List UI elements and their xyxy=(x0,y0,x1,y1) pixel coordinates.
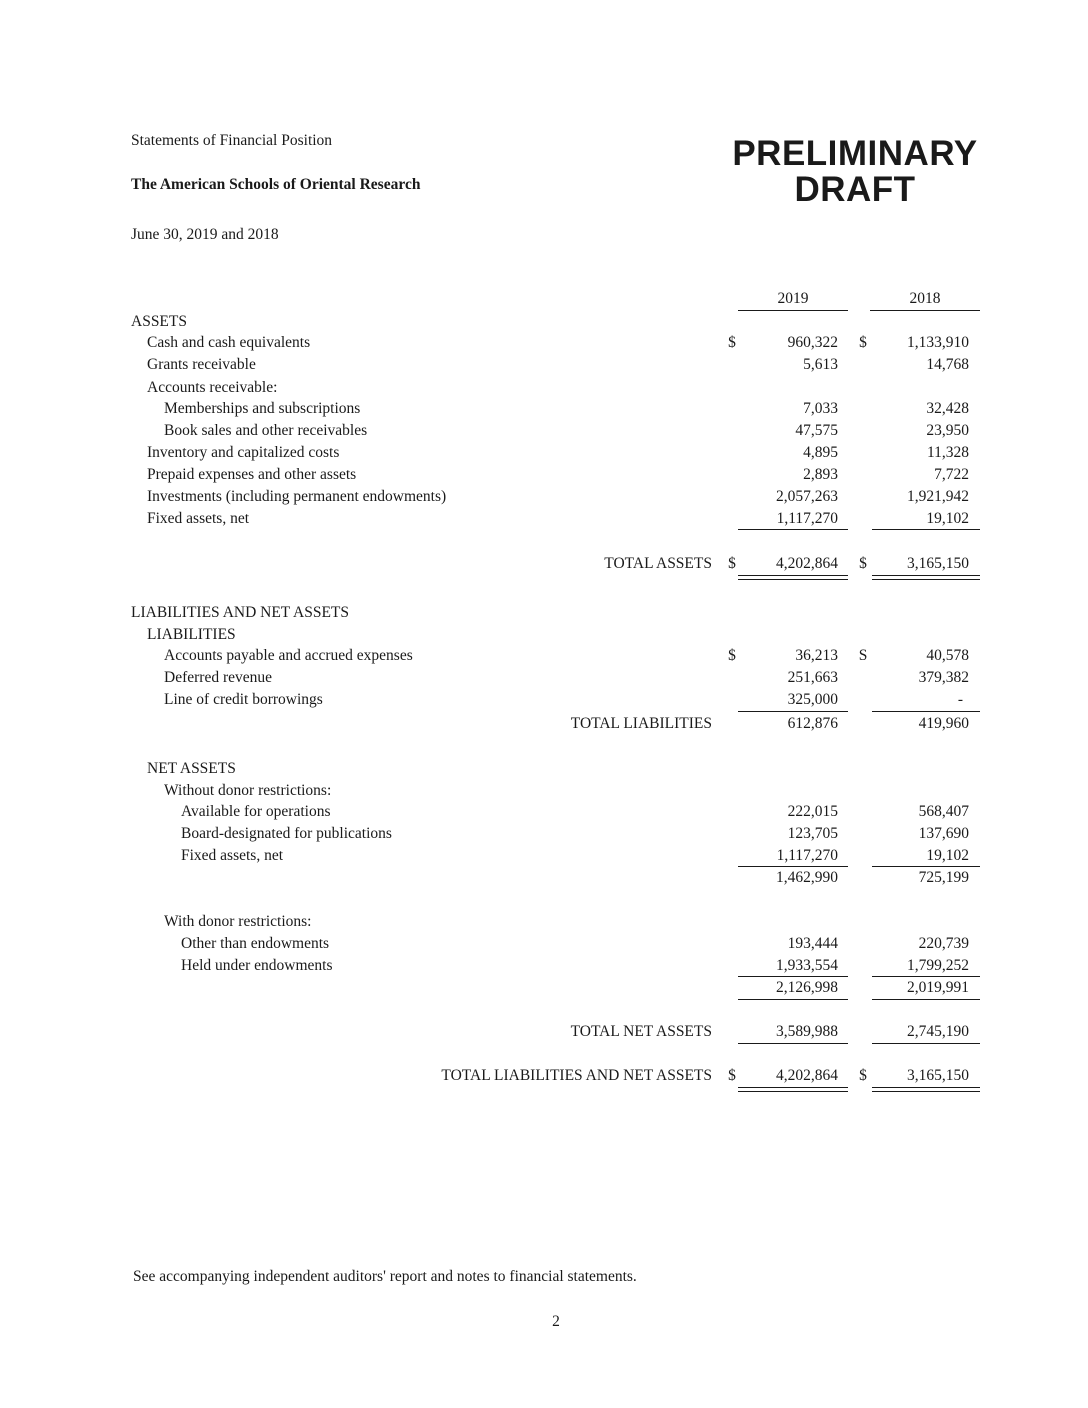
rule-without-donor-2018 xyxy=(872,866,980,867)
value-2019: 7,033 xyxy=(803,400,838,417)
value-2019: 4,895 xyxy=(803,444,838,461)
header-rule-2019 xyxy=(738,310,848,311)
total-net-assets-2019: 3,589,988 xyxy=(776,1023,838,1040)
rule-total-net-assets-2019 xyxy=(738,1043,848,1044)
value-2019: 1,117,270 xyxy=(776,847,838,864)
dollar-sign: S xyxy=(858,647,868,664)
row-label: Available for operations xyxy=(181,803,331,820)
rule-liabilities-2018 xyxy=(872,711,980,712)
row-label: Inventory and capitalized costs xyxy=(147,444,340,461)
organization-name: The American Schools of Oriental Research xyxy=(131,176,421,193)
value-2018: 379,382 xyxy=(918,669,969,686)
total-liabilities-label: TOTAL LIABILITIES xyxy=(570,715,712,732)
total-liabilities-2019: 612,876 xyxy=(787,715,838,732)
section-liabilities-and-net-assets: LIABILITIES AND NET ASSETS xyxy=(131,604,350,621)
stamp-line-2: DRAFT xyxy=(794,170,916,209)
value-2019: 222,015 xyxy=(787,803,838,820)
value-2019: 2,893 xyxy=(803,466,838,483)
rule-total-net-assets-2018 xyxy=(872,1043,980,1044)
dollar-sign: $ xyxy=(728,1067,736,1084)
row-label: Prepaid expenses and other assets xyxy=(147,466,357,483)
table-row xyxy=(0,486,1088,508)
subsection-net-assets: NET ASSETS xyxy=(147,760,236,777)
rule-assets-2019 xyxy=(738,529,848,530)
value-2018: 1,133,910 xyxy=(907,334,969,351)
table-row xyxy=(0,645,1088,667)
row-label: Held under endowments xyxy=(181,957,333,974)
statement-period: June 30, 2019 and 2018 xyxy=(131,226,279,243)
dollar-sign: $ xyxy=(859,1067,867,1084)
row-label: Board-designated for publications xyxy=(181,825,392,842)
grand-total-2018: 3,165,150 xyxy=(907,1067,969,1084)
value-2018: 7,722 xyxy=(934,466,969,483)
rule-with-donor-2018 xyxy=(872,976,980,977)
grand-total-underline-2018 xyxy=(872,1087,980,1088)
total-assets-double-underline-2019 xyxy=(738,579,848,580)
table-row xyxy=(0,823,1088,845)
value-2018: 568,407 xyxy=(918,803,969,820)
row-label: Book sales and other receivables xyxy=(164,422,368,439)
value-2018: 11,328 xyxy=(926,444,969,461)
total-liabilities-and-net-assets-label: TOTAL LIABILITIES AND NET ASSETS xyxy=(441,1067,712,1084)
subsection-liabilities: LIABILITIES xyxy=(147,626,236,643)
value-2019: 251,663 xyxy=(787,669,838,686)
dollar-sign: $ xyxy=(728,647,736,664)
table-row xyxy=(0,508,1088,530)
total-row xyxy=(0,553,1088,575)
total-liabilities-2018: 419,960 xyxy=(918,715,969,732)
grand-total-underline-2019 xyxy=(738,1087,848,1088)
total-assets-2018: 3,165,150 xyxy=(907,555,969,572)
row-label: Other than endowments xyxy=(181,935,330,952)
total-row xyxy=(0,1021,1088,1043)
subtotal-row xyxy=(0,867,1088,889)
subtotal-row xyxy=(0,977,1088,999)
row-label: Memberships and subscriptions xyxy=(164,400,361,417)
rule-with-donor-subtotal-2018 xyxy=(872,999,980,1000)
subtotal-without-donor-2019: 1,462,990 xyxy=(776,869,838,886)
total-assets-double-underline-2018 xyxy=(872,579,980,580)
table-row xyxy=(0,955,1088,977)
value-2018: 23,950 xyxy=(926,422,969,439)
table-row xyxy=(0,420,1088,442)
subtotal-without-donor-2018: 725,199 xyxy=(918,869,969,886)
preliminary-draft-stamp xyxy=(720,136,990,208)
total-assets-label: TOTAL ASSETS xyxy=(604,555,712,572)
grand-total-2019: 4,202,864 xyxy=(776,1067,838,1084)
rule-liabilities-2019 xyxy=(738,711,848,712)
table-row xyxy=(0,845,1088,867)
statement-title: Statements of Financial Position xyxy=(131,132,333,149)
table-row xyxy=(0,689,1088,711)
value-2018: 137,690 xyxy=(918,825,969,842)
value-2019: 2,057,263 xyxy=(776,488,838,505)
value-2019: 193,444 xyxy=(787,935,838,952)
value-2018: - xyxy=(957,691,963,708)
total-assets-2019: 4,202,864 xyxy=(776,555,838,572)
subsection-accounts-receivable: Accounts receivable: xyxy=(147,379,278,396)
column-header-2019: 2019 xyxy=(777,290,809,307)
row-label: Fixed assets, net xyxy=(147,510,250,527)
grand-total-double-underline-2019 xyxy=(738,1091,848,1092)
value-2019: 325,000 xyxy=(787,691,838,708)
table-row xyxy=(0,801,1088,823)
table-row xyxy=(0,464,1088,486)
value-2018: 19,102 xyxy=(926,510,969,527)
dollar-sign: $ xyxy=(859,334,867,351)
value-2018: 220,739 xyxy=(918,935,969,952)
row-label: Accounts payable and accrued expenses xyxy=(164,647,413,664)
grand-total-double-underline-2018 xyxy=(872,1091,980,1092)
row-label: Investments (including permanent endowments) xyxy=(147,488,447,505)
header-rule-2018 xyxy=(870,310,980,311)
value-2019: 123,705 xyxy=(787,825,838,842)
row-label: Deferred revenue xyxy=(164,669,272,686)
table-row xyxy=(0,332,1088,354)
value-2019: 5,613 xyxy=(803,356,838,373)
table-row xyxy=(0,398,1088,420)
footer-note: See accompanying independent auditors' report and notes to financial statements. xyxy=(133,1268,637,1285)
grand-total-row xyxy=(0,1065,1088,1087)
value-2019: 1,117,270 xyxy=(776,510,838,527)
value-2018: 19,102 xyxy=(926,847,969,864)
subsection-without-donor-restrictions: Without donor restrictions: xyxy=(164,782,332,799)
row-label: Line of credit borrowings xyxy=(164,691,323,708)
value-2018: 40,578 xyxy=(926,647,969,664)
table-row xyxy=(0,354,1088,376)
table-row xyxy=(0,442,1088,464)
stamp-line-1: PRELIMINARY xyxy=(732,134,978,173)
subtotal-with-donor-2018: 2,019,991 xyxy=(907,979,969,996)
dollar-sign: $ xyxy=(728,555,736,572)
total-net-assets-2018: 2,745,190 xyxy=(907,1023,969,1040)
value-2019: 1,933,554 xyxy=(776,957,838,974)
total-row xyxy=(0,713,1088,735)
section-assets: ASSETS xyxy=(131,313,187,330)
table-row xyxy=(0,667,1088,689)
total-assets-underline-2018 xyxy=(872,575,980,576)
dollar-sign: $ xyxy=(728,334,736,351)
value-2019: 47,575 xyxy=(795,422,838,439)
value-2018: 1,921,942 xyxy=(907,488,969,505)
row-label: Fixed assets, net xyxy=(181,847,284,864)
column-header-2018: 2018 xyxy=(909,290,941,307)
total-net-assets-label: TOTAL NET ASSETS xyxy=(570,1023,712,1040)
value-2019: 36,213 xyxy=(795,647,838,664)
total-assets-underline-2019 xyxy=(738,575,848,576)
rule-without-donor-2019 xyxy=(738,866,848,867)
table-row xyxy=(0,933,1088,955)
value-2019: 960,322 xyxy=(787,334,838,351)
rule-with-donor-subtotal-2019 xyxy=(738,999,848,1000)
rule-with-donor-2019 xyxy=(738,976,848,977)
row-label: Cash and cash equivalents xyxy=(147,334,311,351)
page-number: 2 xyxy=(552,1313,560,1330)
value-2018: 14,768 xyxy=(926,356,969,373)
value-2018: 1,799,252 xyxy=(907,957,969,974)
subtotal-with-donor-2019: 2,126,998 xyxy=(776,979,838,996)
dollar-sign: $ xyxy=(859,555,867,572)
rule-assets-2018 xyxy=(872,529,980,530)
value-2018: 32,428 xyxy=(926,400,969,417)
subsection-with-donor-restrictions: With donor restrictions: xyxy=(164,913,312,930)
row-label: Grants receivable xyxy=(147,356,256,373)
